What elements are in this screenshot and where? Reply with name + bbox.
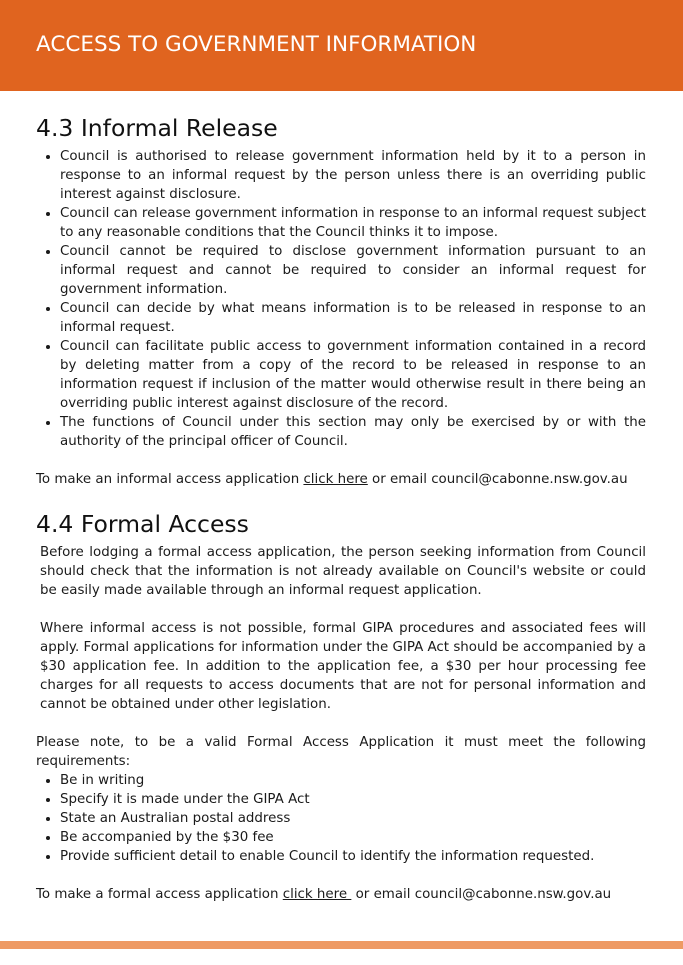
page-content: [36, 112, 646, 904]
list-item: • The functions of Council under this section may only be exercised by or with the authority of the principal officer of Council.: [60, 413, 646, 451]
list-item: • Provide sufficient detail to enable Council to identify the information requested.: [60, 847, 646, 866]
list-item: • State an Australian postal address: [60, 809, 646, 828]
list-item: • Council can decide by what means information is to be released in response to an informal request.: [60, 299, 646, 337]
informal-click-here-link[interactable]: click here: [303, 472, 368, 487]
formal-click-here-link[interactable]: click here: [282, 887, 352, 902]
section-informal-heading: 4.3 Informal Release: [36, 114, 278, 142]
page-header: [0, 0, 683, 91]
formal-apply-line: [36, 885, 646, 904]
list-item: • Council is authorised to release government information held by it to a person in response to an informal request by the person unless there is an overriding public interest against disclosure.: [60, 147, 646, 204]
requirements-list: [36, 771, 646, 866]
list-item: • Be in writing: [60, 771, 646, 790]
list-item: • Council can facilitate public access to government information contained in a record by deleting matter from a copy of the record to be released in response to an information request if inclusion of the matter would otherwise result in there being an overriding public interest against disclosure of the record.: [60, 337, 646, 413]
formal-paragraph-2: Where informal access is not possible, formal GIPA procedures and associated fees will apply. Formal applications for information under the GIPA Act should be accompanied by a $30 application fee. In addition to the application fee, a $30 per hour processing fee charges for all requests to access documents that are not for personal information and cannot be obtained under other legislation.: [40, 621, 646, 712]
list-item: • Specify it is made under the GIPA Act: [60, 790, 646, 809]
header-title: ACCESS TO GOVERNMENT INFORMATION: [36, 32, 477, 57]
list-item: • Be accompanied by the $30 fee: [60, 828, 646, 847]
list-item: • Council can release government information in response to an informal request subject to any reasonable conditions that the Council thinks it to impose.: [60, 204, 646, 242]
formal-apply-suffix: or email council@cabonne.nsw.gov.au: [351, 887, 612, 902]
informal-apply-line: [36, 470, 646, 489]
list-item: • Council cannot be required to disclose government information pursuant to an informal request and cannot be required to consider an informal request for government information.: [60, 242, 646, 299]
section-formal-heading: 4.4 Formal Access: [36, 510, 249, 538]
informal-apply-suffix: or email council@cabonne.nsw.gov.au: [367, 472, 628, 487]
formal-paragraph-1: Before lodging a formal access application, the person seeking information from Council should check that the information is not already available on Council's website or could be easily made available through an informal request application.: [40, 545, 646, 598]
formal-apply-prefix: To make a formal access application: [36, 887, 283, 902]
informal-apply-prefix: To make an informal access application: [36, 472, 304, 487]
requirements-intro: Please note, to be a valid Formal Access Application it must meet the following requirements:: [36, 735, 646, 769]
footer-bar: [0, 941, 683, 949]
informal-bullet-list: [36, 147, 646, 451]
